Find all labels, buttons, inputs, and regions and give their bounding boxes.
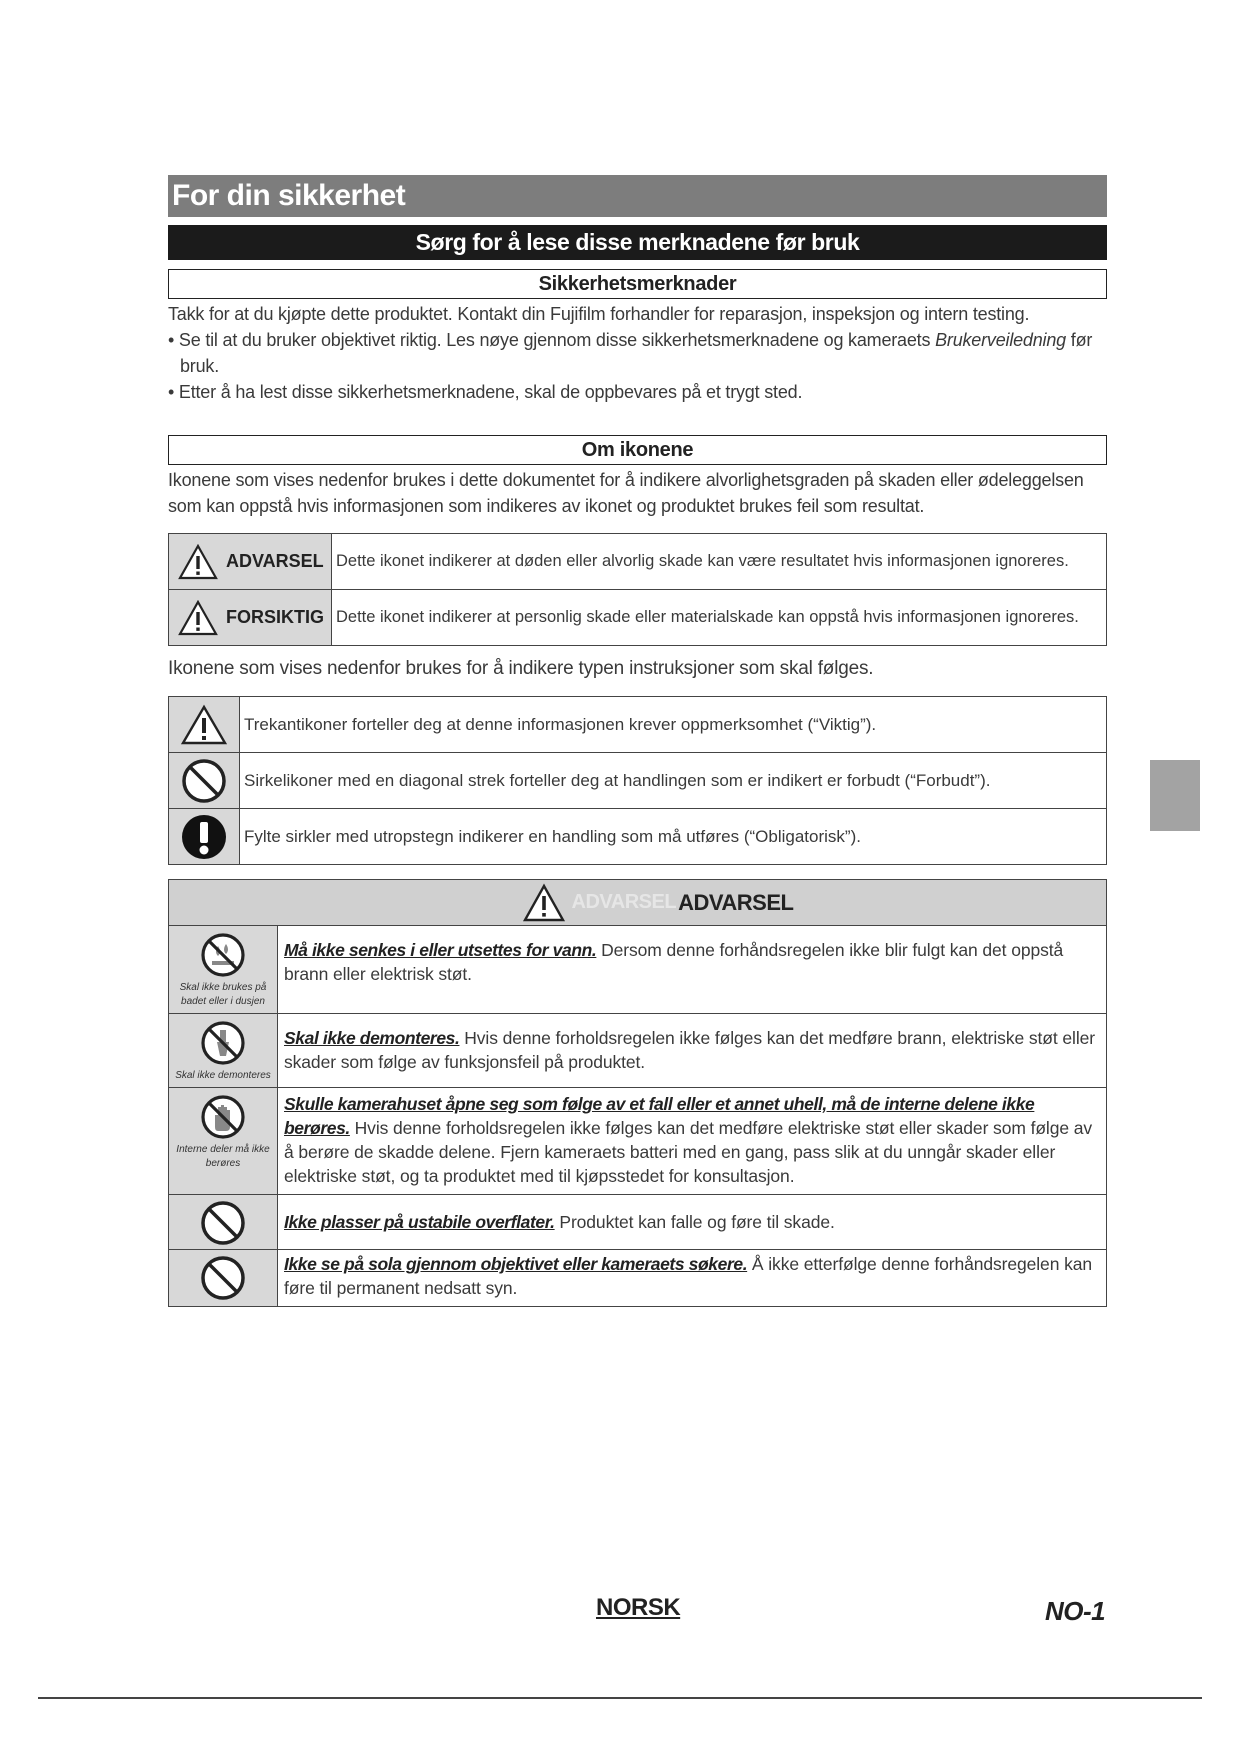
severity-row-warning xyxy=(169,534,1107,590)
warning-text-sun: Å ikke etterfølge denne forhåndsregelen kan føre til permanent nedsatt syn. xyxy=(284,1254,1093,1298)
severity-text-caution: Dette ikonet indikerer at personlig skade eller materialskade kan oppstå hvis informasjonen ignoreres. xyxy=(332,590,1107,646)
warning-header-label: ADVARSEL xyxy=(678,889,794,915)
language-side-tab xyxy=(1150,760,1200,831)
warning-text-unstable: Produktet kan falle og føre til skade. xyxy=(554,1212,835,1232)
warning-text-touch: Hvis denne forholdsregelen ikke følges kan det medføre elektriske støt eller skader som følge av å berøre de skadde delene. Fjern kameraets batteri med en gang, pass slik at du unngår skader eller elektriske støt, og ta produktet med til kjøpsstedet for konsultasjon. xyxy=(284,1118,1093,1186)
footer-rule xyxy=(38,1697,1202,1699)
warning-lead-sun: Ikke se på sola gjennom objektivet eller kameraets søkere. xyxy=(284,1254,748,1274)
bullet-1-text-b: før bruk. xyxy=(180,330,1093,376)
mandatory-icon xyxy=(180,813,228,861)
warning-row-water xyxy=(169,926,1106,1014)
warning-caption-water: Skal ikke brukes på badet eller i dusjen xyxy=(179,982,267,1007)
type-row-important xyxy=(169,697,1107,753)
warning-lead-water: Må ikke senkes i eller utsettes for vann. xyxy=(284,940,597,960)
safety-notes-bullet-1 xyxy=(168,327,1107,379)
type-text-important: Trekantikoner forteller deg at denne informasjonen krever oppmerksomhet (“Viktig”). xyxy=(240,697,1107,753)
warning-row-disassemble xyxy=(169,1014,1106,1088)
page-title: For din sikkerhet xyxy=(168,175,1107,217)
safety-notes-bullet-2: • Etter å ha lest disse sikkerhetsmerknadene, skal de oppbevares på et trygt sted. xyxy=(168,382,803,402)
severity-text-warning: Dette ikonet indikerer at døden eller alvorlig skade kan være resultatet hvis informasjonen ignoreres. xyxy=(332,534,1107,590)
safety-notes-intro: Takk for at du kjøpte dette produktet. Kontakt din Fujifilm forhandler for reparasjon, inspeksjon og intern testing. xyxy=(168,304,1030,324)
warning-triangle-icon xyxy=(178,544,218,580)
warning-lead-disassemble: Skal ikke demonteres. xyxy=(284,1028,460,1048)
prohibited-icon xyxy=(199,1199,247,1247)
severity-label-caution: FORSIKTIG xyxy=(226,607,324,627)
page-subtitle: Sørg for å lese disse merknadene før bruk xyxy=(168,225,1107,260)
no-touch-icon xyxy=(199,1093,247,1141)
icons-heading: Om ikonene xyxy=(168,435,1107,465)
warning-text-disassemble: Hvis denne forholdsregelen ikke følges kan det medføre brann, elektriske støt eller skader som følge av funksjonsfeil på produktet. xyxy=(284,1028,1095,1072)
prohibited-icon xyxy=(199,1254,247,1302)
caution-triangle-icon xyxy=(178,600,218,636)
warning-row-unstable xyxy=(169,1195,1106,1250)
bullet-1-italic: Brukerveiledning xyxy=(935,330,1066,350)
severity-label-warning: ADVARSEL xyxy=(226,551,324,571)
warning-row-touch xyxy=(169,1088,1106,1195)
type-row-prohibited xyxy=(169,753,1107,809)
type-text-mandatory: Fylte sirkler med utropstegn indikerer en handling som må utføres (“Obligatorisk”). xyxy=(240,809,1107,865)
warning-triangle-icon xyxy=(522,883,566,923)
warning-rows xyxy=(169,926,1106,1306)
types-intro: Ikonene som vises nedenfor brukes for å indikere typen instruksjoner som skal følges. xyxy=(168,658,874,679)
warning-table xyxy=(168,879,1107,1307)
footer-page-number: NO-1 xyxy=(1045,1596,1106,1626)
footer-language: NORSK xyxy=(596,1594,681,1621)
type-row-mandatory xyxy=(169,809,1107,865)
warning-header-ghost-text: ADVARSEL xyxy=(571,891,677,913)
prohibited-icon xyxy=(180,757,228,805)
instruction-types-table xyxy=(168,696,1107,865)
safety-notes-heading: Sikkerhetsmerknader xyxy=(168,269,1107,299)
warning-caption-disassemble: Skal ikke demonteres xyxy=(175,1070,271,1081)
severity-row-caution xyxy=(169,590,1107,646)
no-water-icon xyxy=(199,931,247,979)
warning-lead-touch: Skulle kamerahuset åpne seg som følge av et fall eller et annet uhell, må de interne delene ikke berøres. xyxy=(284,1094,1035,1138)
warning-caption-touch: Interne deler må ikke berøres xyxy=(176,1144,270,1169)
type-text-prohibited: Sirkelikoner med en diagonal strek forteller deg at handlingen som er indikert er forbudt (“Forbudt”). xyxy=(240,753,1107,809)
warning-triangle-icon xyxy=(180,704,228,746)
warning-lead-unstable: Ikke plasser på ustabile overflater. xyxy=(284,1212,555,1232)
warning-row-sun xyxy=(169,1250,1106,1307)
warning-text-water: Dersom denne forhåndsregelen ikke blir fulgt kan det oppstå brann eller elektrisk støt. xyxy=(284,940,1064,984)
page-content xyxy=(168,175,1107,1307)
icons-intro: Ikonene som vises nedenfor brukes i dette dokumentet for å indikere alvorlighetsgraden på skaden eller ødeleggelsen som kan oppstå hvis informasjonen som indikeres av ikonet og produktet brukes feil som resultat. xyxy=(168,470,1084,516)
bullet-1-text-a: • Se til at du bruker objektivet riktig. Les nøye gjennom disse sikkerhetsmerknadene og kameraets xyxy=(168,330,936,350)
severity-table xyxy=(168,533,1107,646)
warning-table-header xyxy=(169,880,1106,926)
no-disassemble-icon xyxy=(199,1019,247,1067)
